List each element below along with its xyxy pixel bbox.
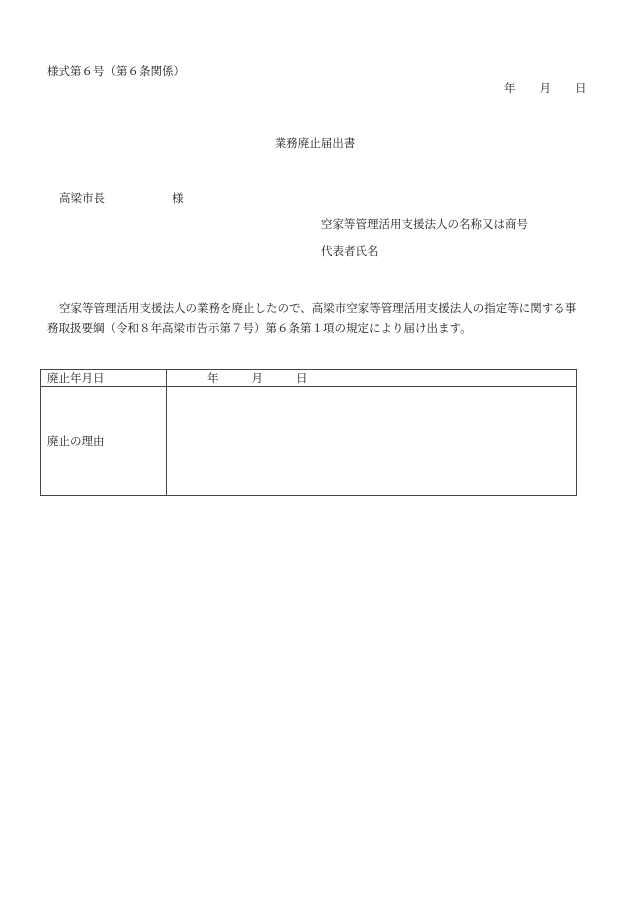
table-row [41,370,577,387]
notification-body-text: 空家等管理活用支援法人の業務を廃止したので、高梁市空家等管理活用支援法人の指定等に関する事務取扱要綱（令和８年高梁市告示第７号）第６条第１項の規定により届け出ます。 [47,301,577,335]
date-day-label: 日 [575,81,587,95]
abolition-date-label: 廃止年月日 [41,370,167,387]
abolition-month-label: 月 [251,371,263,385]
table-row [41,387,577,496]
submission-date-line [504,83,587,95]
addressee-honorific: 様 [172,191,184,205]
addressee [59,193,184,205]
abolition-reason-field[interactable] [167,387,577,496]
form-number: 様式第６号（第６条関係） [47,64,185,78]
document-title: 業務廃止届出書 [274,136,356,150]
abolition-details-table [40,369,577,496]
addressee-name: 高梁市長 [59,191,105,205]
abolition-day-label: 日 [296,371,308,385]
date-month-label: 月 [539,81,551,95]
applicant-name-label: 空家等管理活用支援法人の名称又は商号 [321,217,528,231]
abolition-year-label: 年 [207,371,219,385]
abolition-date-field[interactable] [167,370,577,387]
representative-name-label: 代表者氏名 [321,244,379,258]
abolition-reason-label: 廃止の理由 [41,387,167,496]
date-year-label: 年 [504,81,516,95]
